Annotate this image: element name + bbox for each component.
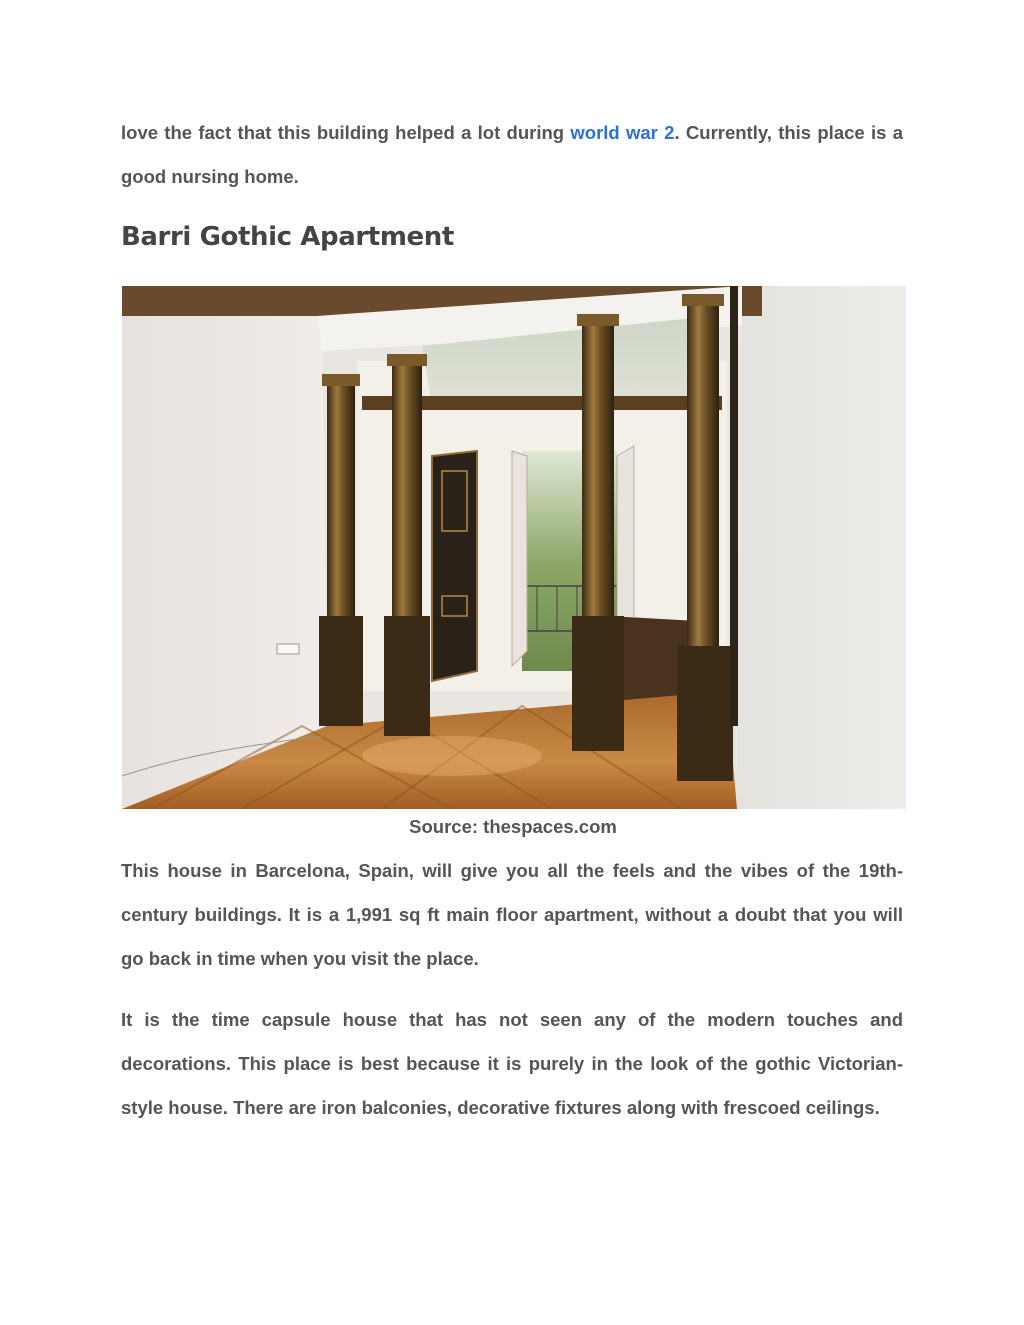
intro-text-end: . Currently, this place is a good nursing home. (121, 122, 903, 187)
world-war-2-link[interactable]: world war 2 (570, 122, 675, 143)
apartment-photo (122, 286, 906, 809)
body-paragraph-2: It is the time capsule house that has not seen any of the modern touches and decorations. This place is best because it is purely in the look of the gothic Victorian-style house. There are iron balconies, decorative fixtures along with frescoed ceilings. (121, 1009, 903, 1118)
intro-paragraph (121, 111, 903, 199)
section-heading: Barri Gothic Apartment (121, 222, 454, 252)
intro-text-start: love the fact that this building helped a lot during (121, 122, 571, 143)
image-caption: Source: thespaces.com (409, 816, 617, 837)
body-paragraph-1: This house in Barcelona, Spain, will give you all the feels and the vibes of the 19th-century buildings. It is a 1,991 sq ft main floor apartment, without a doubt that you will go back in time when you visit the place. (121, 860, 903, 969)
